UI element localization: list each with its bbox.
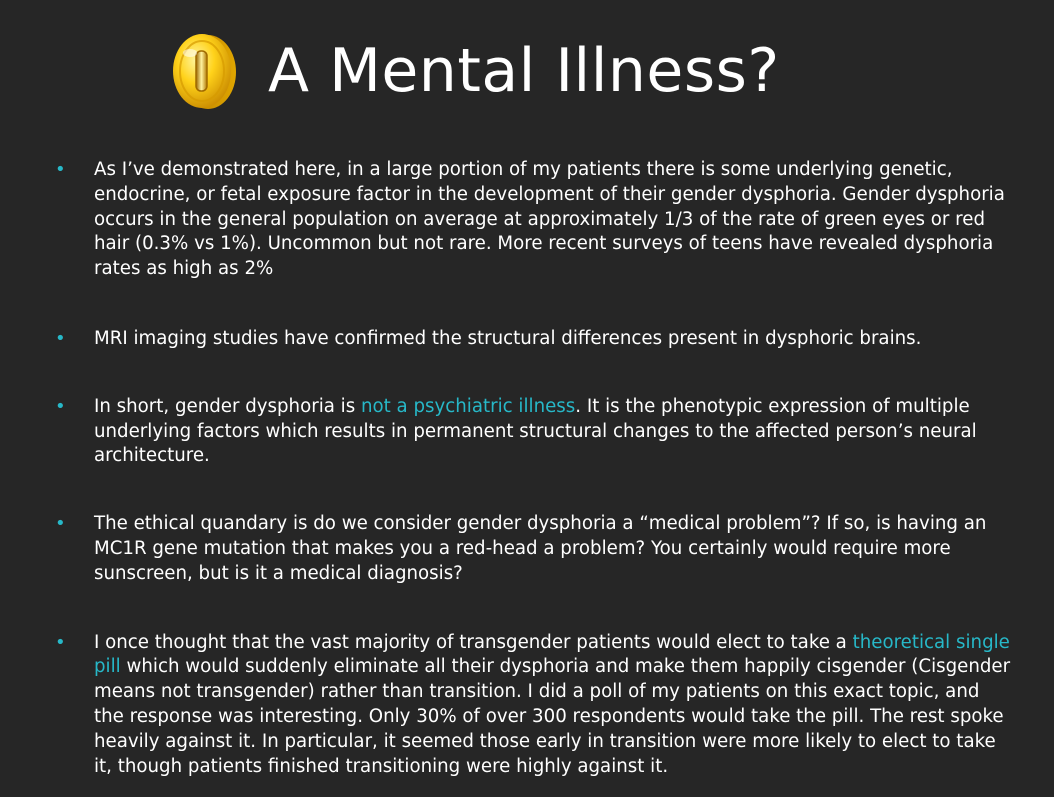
title-row [170, 26, 780, 116]
bullet-text-before: I once thought that the vast majority of transgender patients would elect to take a [94, 631, 853, 653]
bullet-item [55, 158, 1015, 282]
highlighted-phrase: theoretical single pill [94, 631, 1010, 678]
bullet-text-after: which would suddenly eliminate all their dysphoria and make them happily cisgender (Cisgender means not transgender) rather than transition. I did a poll of my patients on this exact topic, and the response was interesting. Only 30% of over 300 respondents would take the pill. The rest spoke heavily against it. In particular, it seemed those early in transition were more likely to elect to take it, though patients finished transitioning were highly against it. [94, 656, 1011, 777]
bullet-item [55, 631, 1015, 780]
highlighted-phrase: not a psychiatric illness [360, 395, 576, 417]
bullet-marker: • [55, 159, 66, 180]
bullet-item [55, 327, 1015, 352]
bullet-text-after: . It is the phenotypic expression of multiple underlying factors which results in permanent structural changes to the affected person’s neural architecture. [94, 395, 977, 467]
bullet-marker: • [55, 631, 66, 653]
bullet-text: The ethical quandary is do we consider gender dysphoria a “medical problem”? If so, is having an MC1R gene mutation that makes you a red-head a problem? You certainly would require more sunscreen, but is it a medical diagnosis? [94, 513, 987, 584]
bullet-item [55, 512, 1015, 586]
bullet-marker: • [55, 327, 66, 349]
bullet-text-before: In short, gender dysphoria is [94, 395, 361, 417]
slide-title: A Mental Illness? [268, 36, 780, 106]
bullet-text: As I’ve demonstrated here, in a large portion of my patients there is some underlying genetic, endocrine, or fetal exposure factor in the development of their gender dysphoria. Gender dysphoria occurs in the general population on average at approximately 1/3 of the rate of green eyes or red hair (0.3% vs 1%). Uncommon but not rare. More recent surveys of teens have revealed dysphoria rates as high as 2% [94, 159, 1005, 280]
bullet-marker: • [55, 513, 66, 535]
bullet-item [55, 395, 1015, 469]
bullet-marker: • [55, 395, 66, 417]
bullet-text: MRI imaging studies have confirmed the structural differences present in dysphoric brains. [94, 327, 922, 349]
gold-coin-icon [170, 31, 238, 111]
bullet-list [55, 158, 1015, 779]
